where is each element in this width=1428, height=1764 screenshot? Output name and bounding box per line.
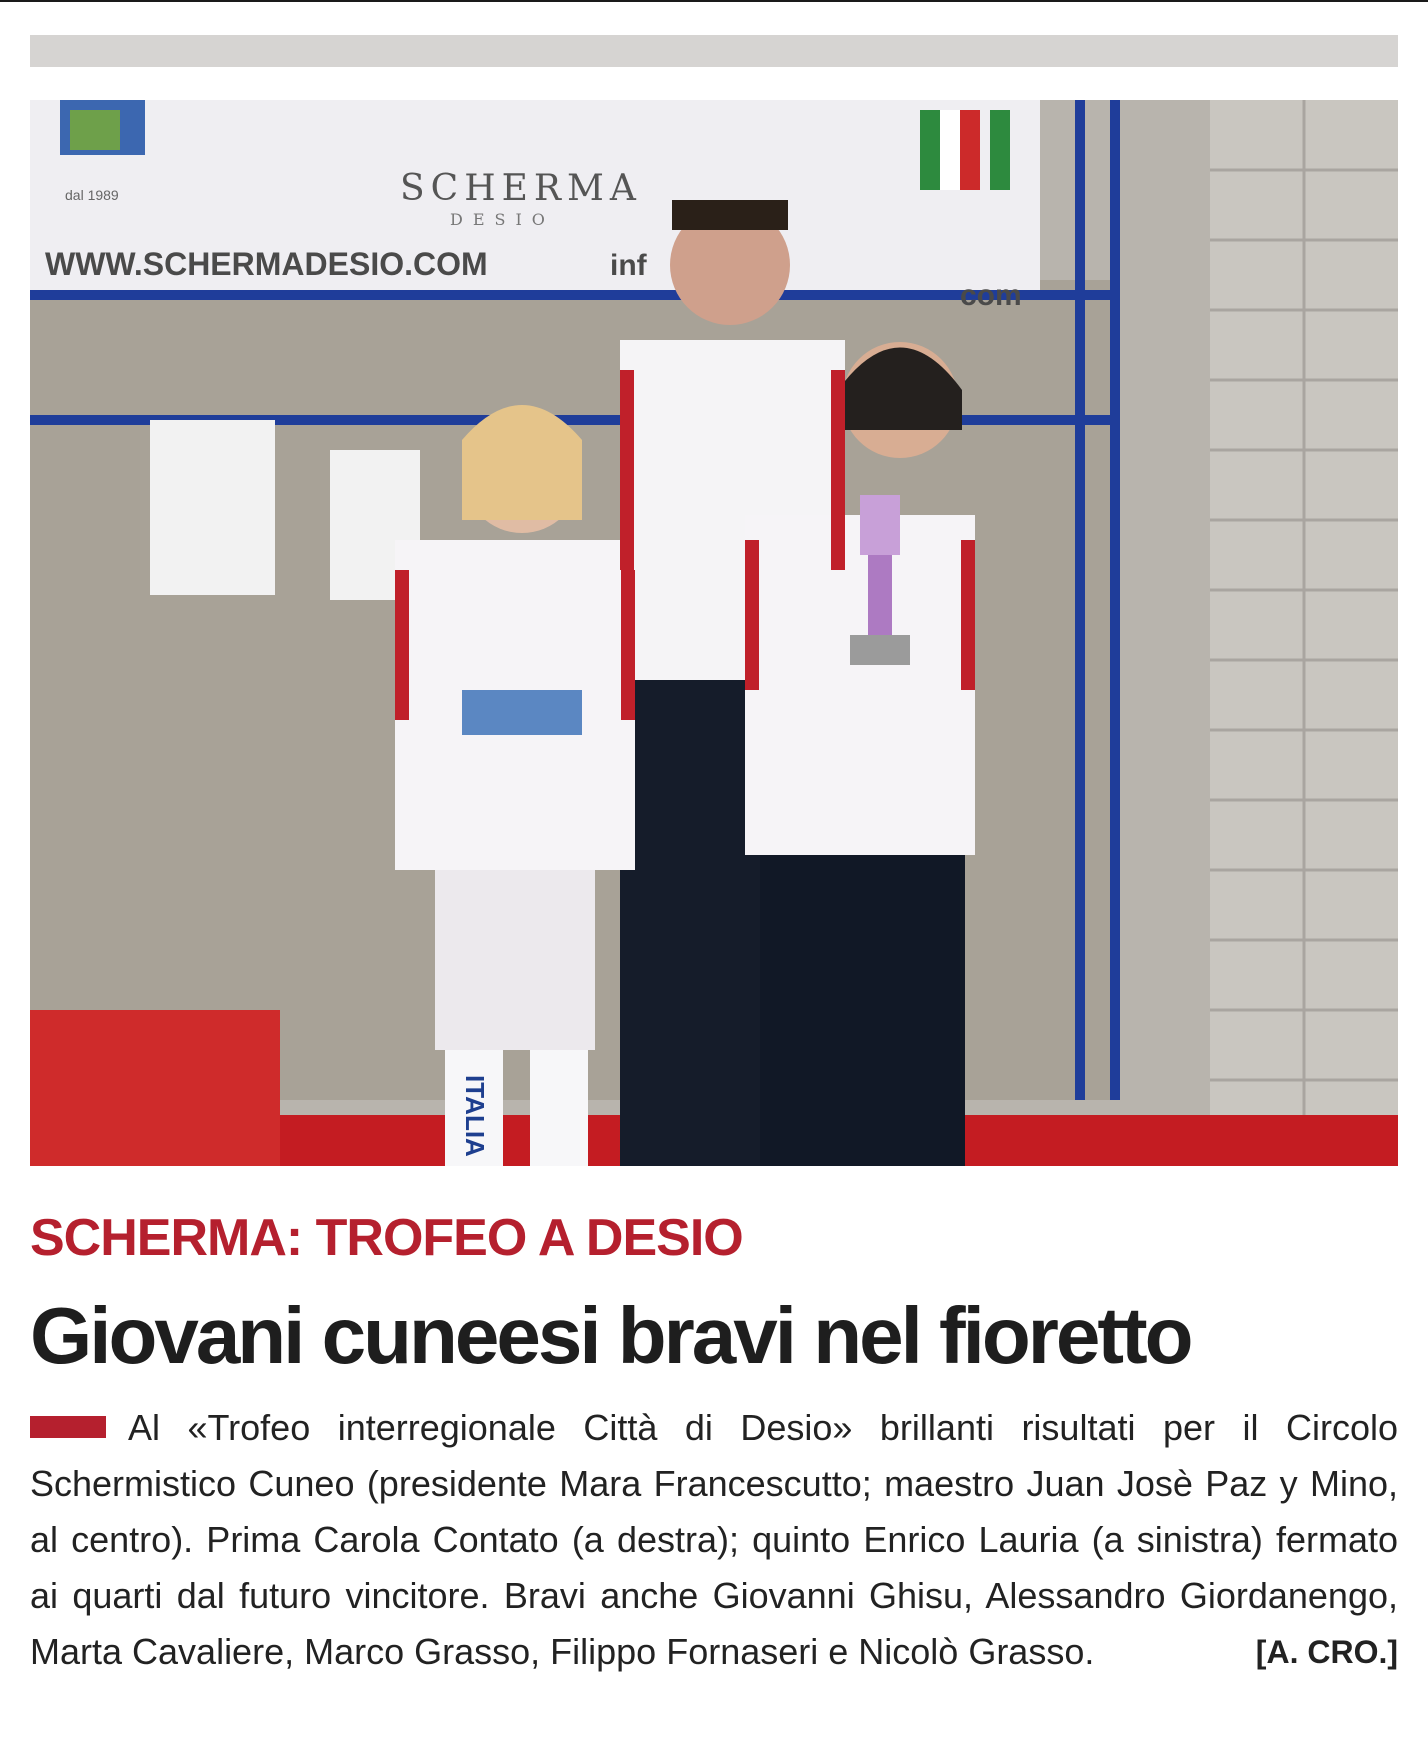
article-body xyxy=(30,1400,1398,1680)
article-byline: [A. CRO.] xyxy=(1255,1634,1398,1670)
banner-email-start: inf xyxy=(610,249,647,282)
banner-url: WWW.SCHERMADESIO.COM xyxy=(45,246,488,282)
sock-lettering: ITALIA xyxy=(460,1075,490,1157)
banner-since: dal 1989 xyxy=(65,187,119,203)
section-band xyxy=(30,35,1398,67)
banner-logo-sub: DESIO xyxy=(450,210,555,229)
lead-marker xyxy=(30,1416,106,1438)
article-body-text: Al «Trofeo interregionale Città di Desio» brillanti risultati per il Circolo Schermistico Cuneo (presidente Mara Francescutto; maestro Juan Josè Paz y Mino, al centro). Prima Carola Contato (a destra); quinto Enrico Lauria (a sinistra) fermato ai quarti dal futuro vincitore. Bravi anche Giovanni Ghisu, Alessandro Giordanengo, Marta Cavaliere, Marco Grasso, Filippo Fornaseri e Nicolò Grasso. xyxy=(30,1407,1398,1672)
banner-logo: SCHERMA xyxy=(400,168,642,209)
article-kicker: SCHERMA: TROFEO A DESIO xyxy=(30,1209,743,1267)
top-rule xyxy=(0,0,1428,2)
banner-email-end: com xyxy=(960,279,1022,312)
article-headline: Giovani cuneesi bravi nel fioretto xyxy=(30,1291,1191,1380)
article-photo xyxy=(30,100,1398,1166)
